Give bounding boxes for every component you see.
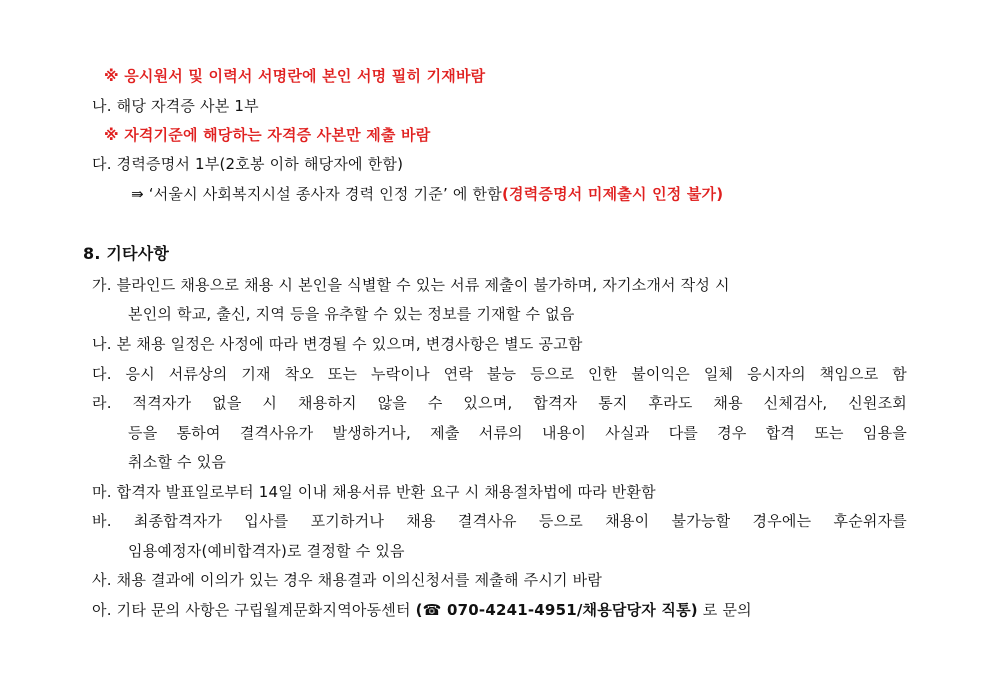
item-ra-line-1: 라. 적격자가 없을 시 채용하지 않을 수 있으며, 합격자 통지 후라도 채용 신체검사, 신원조회 [92, 394, 907, 412]
career-criteria-text: ⇛ ‘서울시 사회복지시설 종사자 경력 인정 기준’ 에 한함 [131, 185, 502, 203]
item-ra-line-2: 등을 통하여 결격사유가 발생하거나, 제출 서류의 내용이 사실과 다를 경우 합격 또는 임용을 [128, 424, 907, 442]
item-na-certificate-copy: 나. 해당 자격증 사본 1부 [92, 97, 259, 115]
item-na-line: 나. 본 채용 일정은 사정에 따라 변경될 수 있으며, 변경사항은 별도 공고함 [92, 335, 583, 353]
item-ba-line-2: 임용예정자(예비합격자)로 결정할 수 있음 [128, 542, 405, 560]
item-ma-line: 마. 합격자 발표일로부터 14일 이내 채용서류 반환 요구 시 채용절차법에 따라 반환함 [92, 483, 656, 501]
note-certificate-only: ※ 자격기준에 해당하는 자격증 사본만 제출 바람 [104, 126, 431, 144]
career-criteria-line [131, 184, 723, 204]
note-signature-required: ※ 응시원서 및 이력서 서명란에 본인 서명 필히 기재바람 [104, 67, 486, 85]
item-ra-line-3: 취소할 수 있음 [128, 453, 227, 471]
item-da-career-certificate: 다. 경력증명서 1부(2호봉 이하 해당자에 한함) [92, 155, 404, 173]
contact-phone: (☎ 070-4241-4951/채용담당자 직통) [415, 601, 698, 619]
item-ga-line-1: 가. 블라인드 채용으로 채용 시 본인을 식별할 수 있는 서류 제출이 불가하며, 자기소개서 작성 시 [92, 276, 730, 294]
item-ba-line-1: 바. 최종합격자가 입사를 포기하거나 채용 결격사유 등으로 채용이 불가능할 경우에는 후순위자를 [92, 512, 907, 530]
item-sa-line: 사. 채용 결과에 이의가 있는 경우 채용결과 이의신청서를 제출해 주시기 바람 [92, 571, 603, 589]
item-a-inquiry-line [92, 600, 752, 620]
career-criteria-emphasis: (경력증명서 미제출시 인정 불가) [501, 185, 724, 203]
inquiry-text: 아. 기타 문의 사항은 구립월계문화지역아동센터 [92, 601, 416, 619]
section-title: 8. 기타사항 [83, 244, 170, 263]
item-da-line: 다. 응시 서류상의 기재 착오 또는 누락이나 연락 불능 등으로 인한 불이익은 일체 응시자의 책임으로 함 [92, 365, 907, 383]
inquiry-suffix: 로 문의 [697, 601, 752, 619]
item-ga-line-2: 본인의 학교, 출신, 지역 등을 유추할 수 있는 정보를 기재할 수 없음 [128, 305, 575, 323]
